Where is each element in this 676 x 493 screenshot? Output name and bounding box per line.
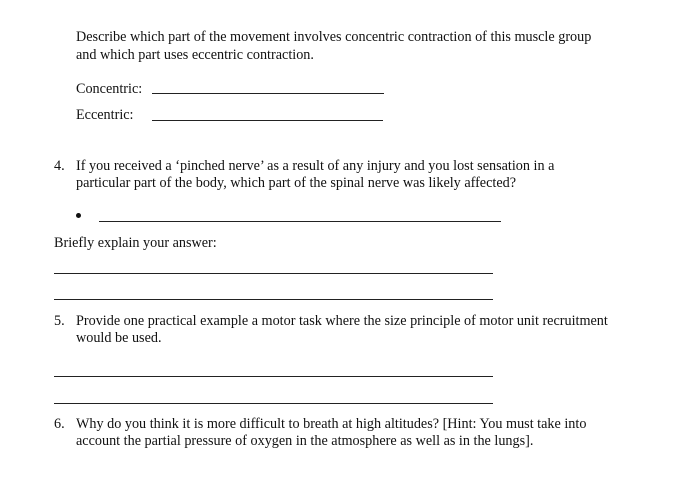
q6-number: 6. [54, 416, 65, 432]
concentric-answer-field[interactable] [152, 93, 384, 94]
eccentric-label: Eccentric: [76, 107, 134, 123]
bullet-icon [76, 213, 81, 218]
q5-number: 5. [54, 313, 65, 329]
q4-explain-answer-line-1[interactable] [54, 273, 493, 274]
q6-line-1: Why do you think it is more difficult to breath at high altitudes? [Hint: You must take into [76, 416, 587, 432]
eccentric-answer-field[interactable] [152, 120, 383, 121]
q4-line-2: particular part of the body, which part of the spinal nerve was likely affected? [76, 175, 517, 191]
q4-explain-prompt: Briefly explain your answer: [54, 235, 217, 251]
q5-line-1: Provide one practical example a motor task where the size principle of motor unit recruitment [76, 313, 608, 329]
intro-line-1: Describe which part of the movement involves concentric contraction of this muscle group [76, 29, 592, 45]
intro-line-2: and which part uses eccentric contraction. [76, 47, 314, 63]
q5-line-2: would be used. [76, 330, 162, 346]
q4-bullet-answer-field[interactable] [99, 221, 501, 222]
q4-explain-answer-line-2[interactable] [54, 299, 493, 300]
q5-answer-line-1[interactable] [54, 376, 493, 377]
q4-line-1: If you received a ‘pinched nerve’ as a result of any injury and you lost sensation in a [76, 158, 555, 174]
q6-line-2: account the partial pressure of oxygen in the atmosphere as well as in the lungs]. [76, 433, 534, 449]
concentric-label: Concentric: [76, 81, 143, 97]
q5-answer-line-2[interactable] [54, 403, 493, 404]
q4-number: 4. [54, 158, 65, 174]
